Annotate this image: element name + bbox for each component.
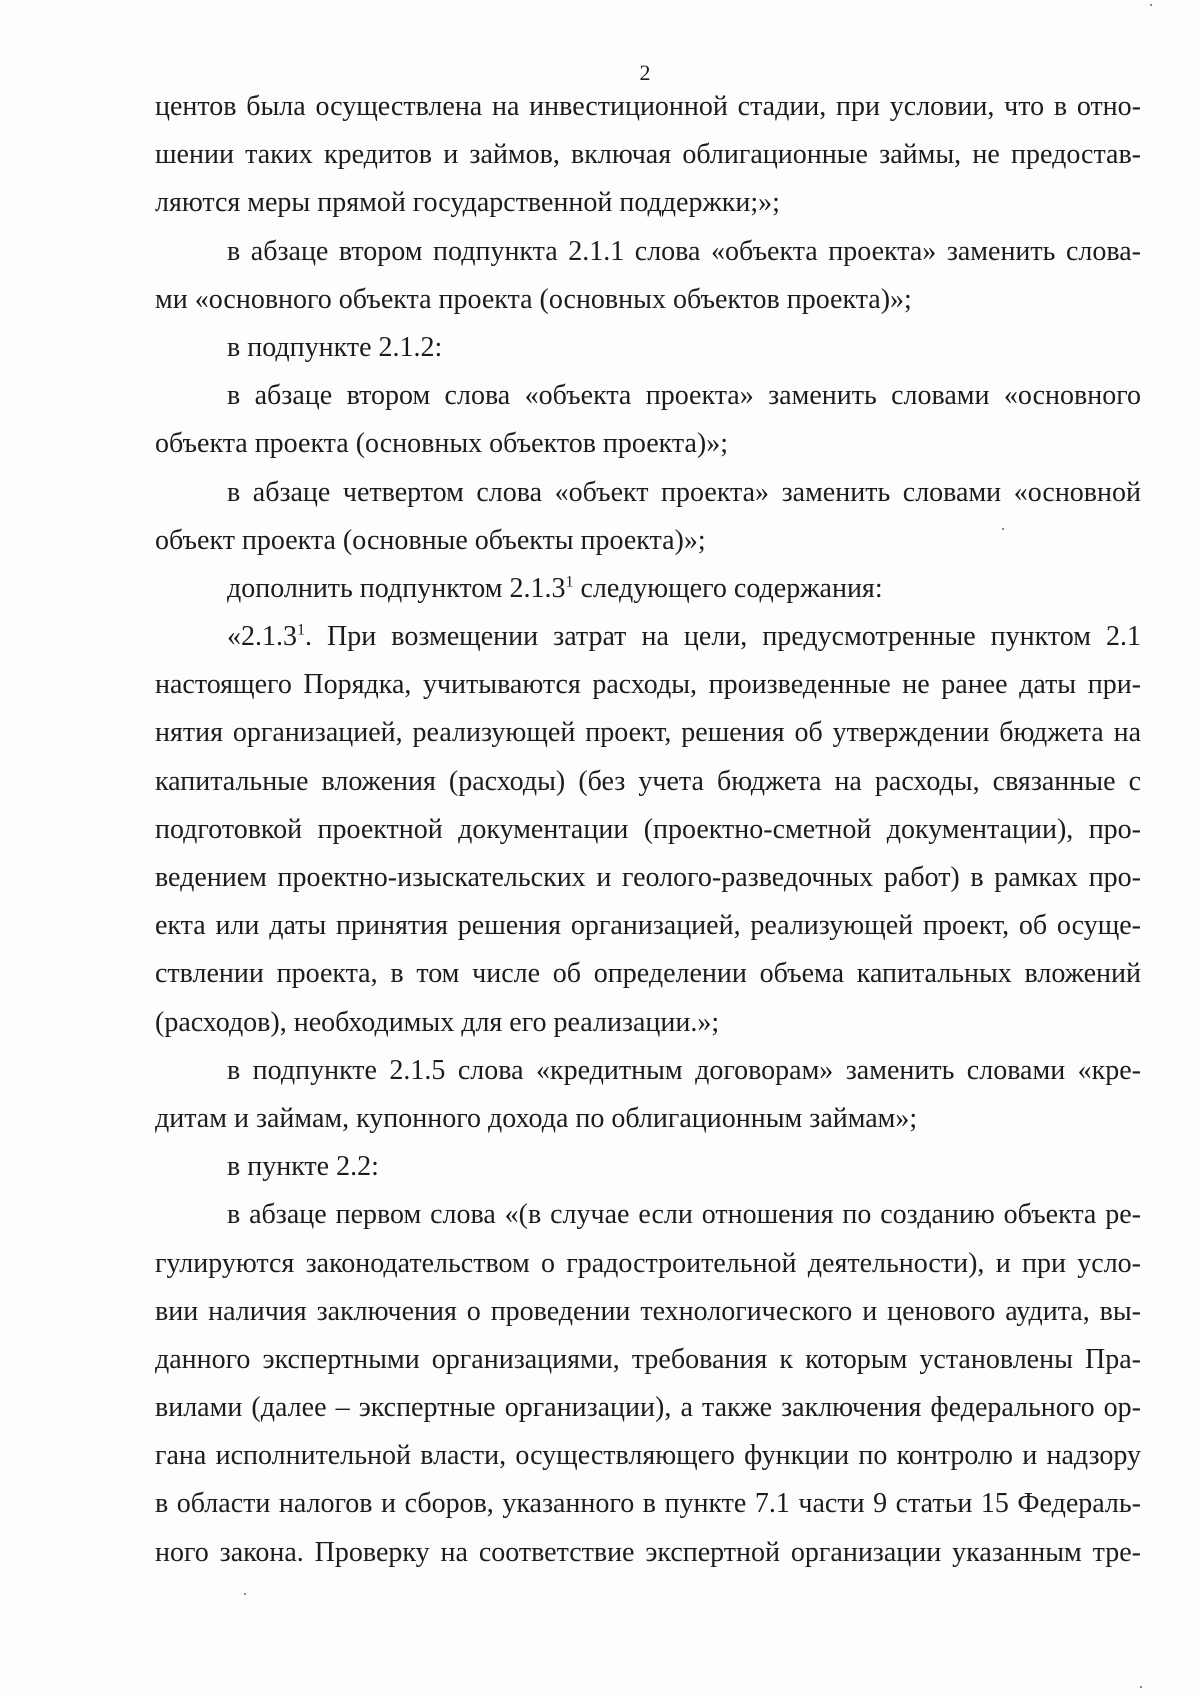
text-line [155,1143,1141,1191]
text-line [155,324,1141,372]
text-line [155,276,1141,324]
text-line-content: (расходов), необходимых для его реализации.»; [155,1006,720,1038]
text-line [155,1095,1141,1143]
text-line-content: дополнить подпунктом 2.1.3 [227,572,566,604]
text-line-content: в подпункте 2.1.2: [227,331,443,363]
document-body [155,83,1141,1577]
text-line [155,1336,1141,1384]
text-line-content: дитам и займам, купонного дохода по облигационным займам»; [155,1102,918,1134]
text-line-content: капитальные вложения (расходы) (без учета бюджета на расходы, связанные с [155,765,1141,797]
text-line-content: шении таких кредитов и займов, включая облигационные займы, не предостав- [155,139,1141,171]
text-line-content: ного закона. Проверку на соответствие экспертной организации указанным тре- [155,1536,1141,1568]
scan-speck [1140,1686,1142,1688]
text-line [155,517,1141,565]
text-line [155,902,1141,950]
page-number: 2 [639,60,651,85]
text-line [155,469,1141,517]
text-line-continuation: . При возмещении затрат на цели, предусмотренные пунктом 2.1 [305,621,1141,653]
text-line-content: настоящего Порядка, учитываются расходы, произведенные не ранее даты при- [155,669,1141,701]
text-line [155,131,1141,179]
superscript-mark: 1 [297,621,305,639]
text-line-content: вии наличия заключения о проведении технологического и ценового аудита, вы- [155,1295,1141,1327]
text-line-content: нятия организацией, реализующей проект, решения об утверждении бюджета на [155,717,1141,749]
text-line [155,758,1141,806]
text-line-content: подготовкой проектной документации (проектно-сметной документации), про- [155,813,1141,845]
superscript-mark: 1 [565,573,574,591]
text-line [155,613,1141,661]
text-line [155,372,1141,420]
text-line [155,1240,1141,1288]
text-line-content: екта или даты принятия решения организацией, реализующей проект, об осуще- [155,910,1141,942]
text-line [155,1047,1141,1095]
text-line-content: вилами (далее – экспертные организации), а также заключения федерального ор- [155,1392,1141,1424]
text-line-content: в области налогов и сборов, указанного в пункте 7.1 части 9 статьи 15 Федераль- [155,1488,1141,1520]
text-line [155,179,1141,227]
text-line-content: объект проекта (основные объекты проекта)»; [155,524,706,556]
text-line [155,709,1141,757]
text-line-content: объекта проекта (основных объектов проекта)»; [155,428,729,460]
text-line-content: в абзаце втором слова «объекта проекта» заменить словами «основного [227,380,1141,412]
text-line-content: в абзаце первом слова «(в случае если отношения по созданию объекта ре- [227,1199,1141,1231]
text-line [155,950,1141,998]
scan-speck [1150,4,1152,6]
text-line [155,420,1141,468]
text-line [155,999,1141,1047]
text-line [155,565,1141,613]
text-line [155,83,1141,131]
text-line-content: гана исполнительной власти, осуществляющего функции по контролю и надзору [155,1440,1141,1472]
text-line-content: данного экспертными организациями, требования к которым установлены Пра- [155,1343,1141,1375]
text-line [155,1288,1141,1336]
text-line-content: ми «основного объекта проекта (основных объектов проекта)»; [155,283,912,315]
text-line [155,228,1141,276]
text-line [155,1529,1141,1577]
text-line [155,1432,1141,1480]
text-line-content: ствлении проекта, в том числе об определении объема капитальных вложений [155,958,1141,990]
text-line-content: гулируются законодательством о градостроительной деятельности), и при усло- [155,1247,1141,1279]
text-line-content: в абзаце втором подпункта 2.1.1 слова «объекта проекта» заменить слова- [227,235,1141,267]
text-line-content: ляются меры прямой государственной поддержки;»; [155,187,780,219]
text-line-content: в подпункте 2.1.5 слова «кредитным договорам» заменить словами «кре- [227,1054,1141,1086]
text-line-continuation: следующего содержания: [573,572,883,604]
text-line [155,854,1141,902]
text-line-content: «2.1.3 [227,621,297,653]
text-line [155,806,1141,854]
text-line-content: в абзаце четвертом слова «объект проекта» заменить словами «основной [227,476,1141,508]
scan-speck [244,1593,246,1595]
text-line [155,661,1141,709]
text-line [155,1384,1141,1432]
text-line [155,1191,1141,1239]
text-line-content: центов была осуществлена на инвестиционной стадии, при условии, что в отно- [155,91,1141,122]
text-line-content: ведением проектно-изыскательских и геолого-разведочных работ) в рамках про- [155,862,1141,893]
text-line-content: в пункте 2.2: [227,1151,379,1183]
scan-speck [1002,528,1004,530]
text-line [155,1480,1141,1528]
